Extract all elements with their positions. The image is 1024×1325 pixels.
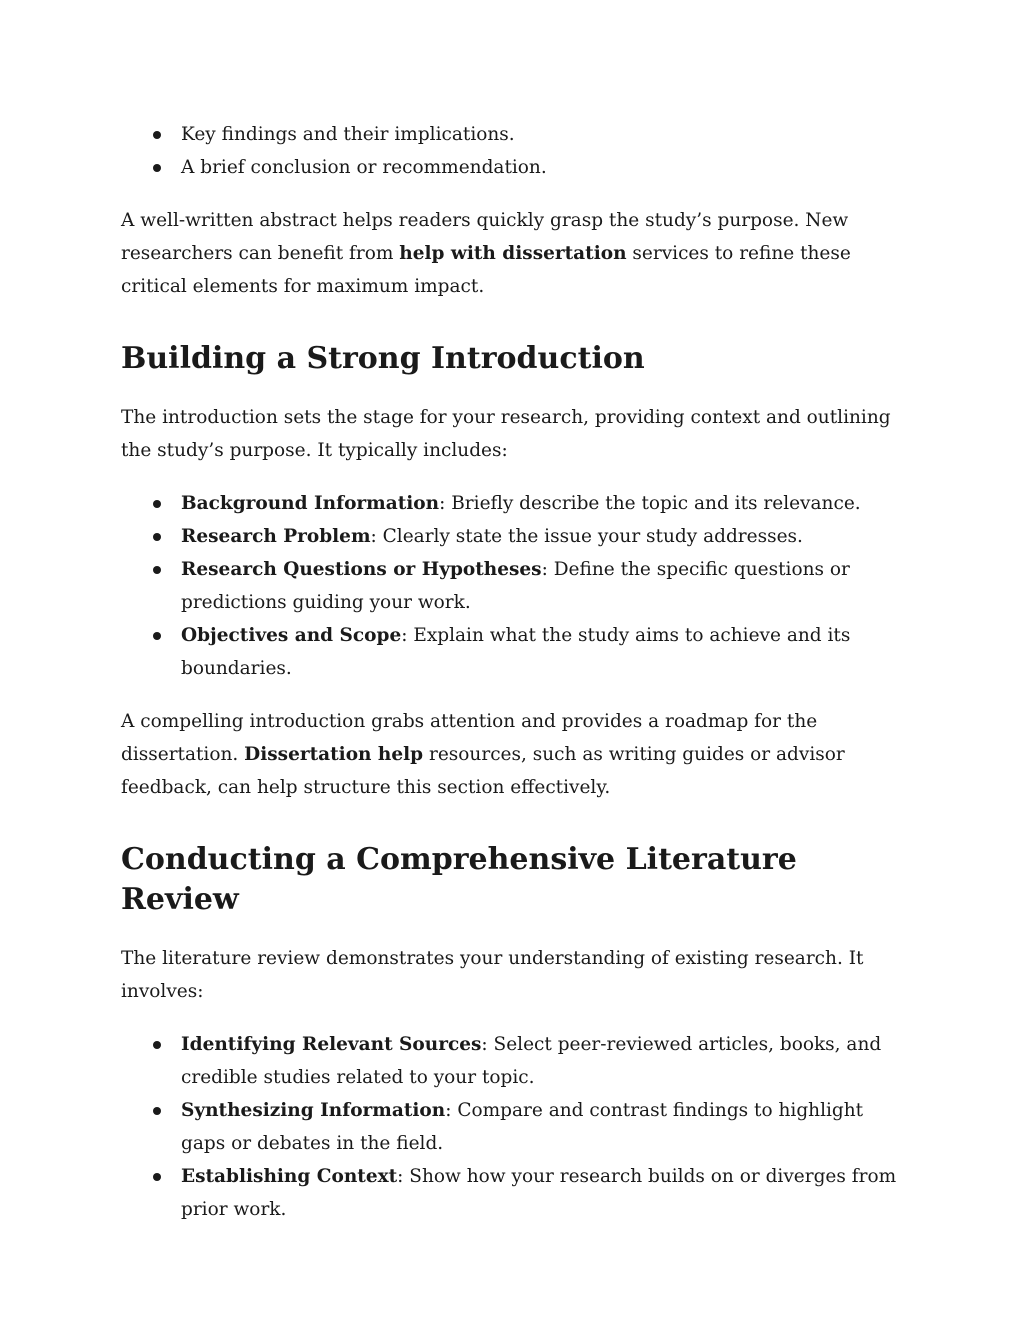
item-text: : Show how your research builds on or diverges from prior work. — [181, 1166, 897, 1220]
item-text: : Compare and contrast findings to highlight gaps or debates in the field. — [181, 1100, 864, 1154]
bold-term: Identifying Relevant Sources — [181, 1034, 482, 1055]
list-item: A brief conclusion or recommendation. — [121, 151, 911, 184]
bold-term: Establishing Context — [181, 1166, 398, 1187]
list-item — [121, 1160, 911, 1226]
list-item — [121, 1028, 911, 1094]
list-item — [121, 553, 911, 619]
item-text: : Explain what the study aims to achieve and its boundaries. — [181, 625, 851, 679]
list-item: Key findings and their implications. — [121, 118, 911, 151]
section-heading-introduction: Building a Strong Introduction — [121, 341, 645, 376]
introduction-lead-paragraph: The introduction sets the stage for your research, providing context and outlining the study’s purpose. It typically includes: — [121, 407, 891, 461]
introduction-bullet-list — [121, 487, 911, 685]
abstract-paragraph — [121, 204, 911, 303]
item-text: : Briefly describe the topic and its relevance. — [439, 493, 861, 514]
bold-term: Synthesizing Information — [181, 1100, 446, 1121]
document-page — [121, 118, 911, 1226]
literature-lead-paragraph: The literature review demonstrates your understanding of existing research. It involves: — [121, 948, 864, 1002]
section-heading-literature-review: Conducting a Comprehensive Literature Review — [121, 842, 797, 917]
bold-term: Research Questions or Hypotheses — [181, 559, 542, 580]
bold-phrase: help with dissertation — [399, 243, 627, 264]
introduction-closing-paragraph — [121, 705, 911, 804]
bold-term: Research Problem — [181, 526, 371, 547]
item-text: : Clearly state the issue your study addresses. — [370, 526, 803, 547]
intro-bullet-list — [121, 118, 911, 184]
bold-term: Objectives and Scope — [181, 625, 402, 646]
text-run: resources, such as writing guides or advisor feedback, can help structure this section effectively. — [121, 744, 845, 798]
list-item — [121, 1094, 911, 1160]
text-run: A compelling introduction grabs attention and provides a roadmap for the dissertation. — [121, 711, 818, 765]
bold-phrase: Dissertation help — [244, 744, 424, 765]
list-item — [121, 520, 911, 553]
item-text: : Select peer-reviewed articles, books, and credible studies related to your topic. — [181, 1034, 882, 1088]
literature-bullet-list — [121, 1028, 911, 1226]
bold-term: Background Information — [181, 493, 440, 514]
list-item — [121, 619, 911, 685]
text-run: services to refine these critical elements for maximum impact. — [121, 243, 851, 297]
list-item — [121, 487, 911, 520]
item-text: : Define the specific questions or predictions guiding your work. — [181, 559, 850, 613]
text-run: A well-written abstract helps readers quickly grasp the study’s purpose. New researchers can benefit from — [121, 210, 849, 264]
